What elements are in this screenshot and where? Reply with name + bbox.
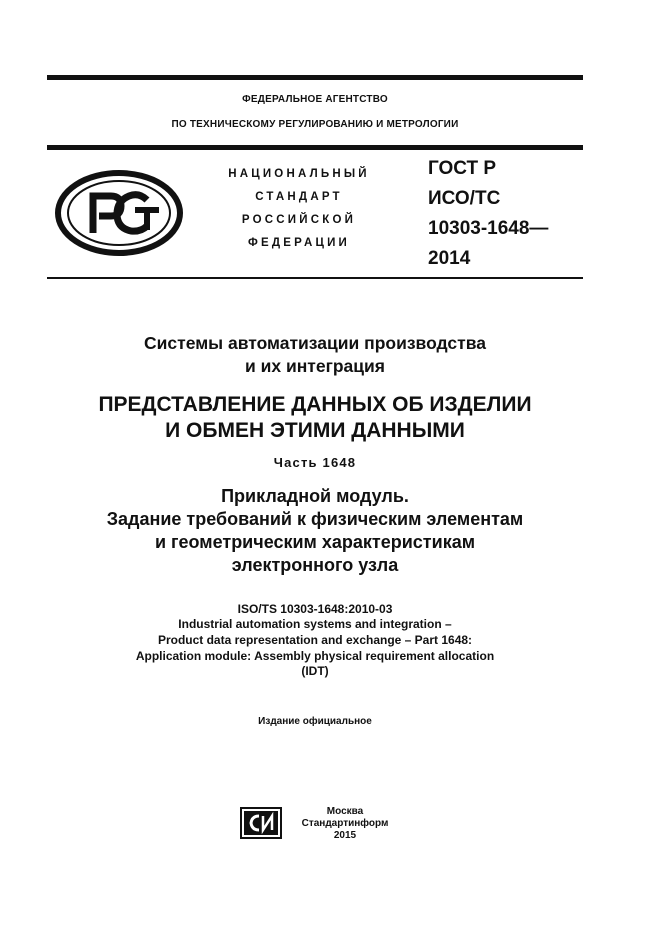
publisher-year: 2015 <box>333 830 357 841</box>
designation-line-1: ГОСТ Р <box>428 158 497 179</box>
agency-line-1: ФЕДЕРАЛЬНОЕ АГЕНТСТВО <box>242 94 388 105</box>
designation-line-3: 10303-1648— <box>428 218 549 239</box>
iso-line-1: ISO/TS 10303-1648:2010-03 <box>237 602 393 616</box>
header-bottom-rule <box>47 145 583 150</box>
publisher-city: Москва <box>326 806 364 817</box>
systems-title-line-2: и их интеграция <box>244 356 386 376</box>
iso-line-5: (IDT) <box>301 664 329 678</box>
module-title-line-1: Прикладной модуль. <box>221 486 409 506</box>
main-title-line-2: И ОБМЕН ЭТИМИ ДАННЫМИ <box>165 419 465 442</box>
edition-label: Издание официальное <box>258 716 372 727</box>
designation-line-4: 2014 <box>428 248 471 269</box>
module-title-line-2: Задание требований к физическим элементам <box>106 509 524 529</box>
main-title-line-1: ПРЕДСТАВЛЕНИЕ ДАННЫХ ОБ ИЗДЕЛИИ <box>98 393 532 416</box>
module-title-line-3: и геометрическим характеристикам <box>154 532 476 552</box>
national-line-4: ФЕДЕРАЦИИ <box>247 237 351 249</box>
publisher-name: Стандартинформ <box>301 818 389 829</box>
header-top-rule <box>47 75 583 80</box>
national-line-1: НАЦИОНАЛЬНЫЙ <box>228 168 370 180</box>
national-line-2: СТАНДАРТ <box>255 191 343 203</box>
systems-title-line-1: Системы автоматизации производства <box>144 333 486 353</box>
part-number: Часть 1648 <box>273 455 357 470</box>
agency-line-2: ПО ТЕХНИЧЕСКОМУ РЕГУЛИРОВАНИЮ И МЕТРОЛОГИИ <box>171 119 459 130</box>
iso-line-3: Product data representation and exchange – Part 1648: <box>157 633 473 647</box>
module-title-line-4: электронного узла <box>231 555 399 575</box>
iso-line-2: Industrial automation systems and integration – <box>178 617 452 631</box>
iso-line-4: Application module: Assembly physical requirement allocation <box>135 649 495 663</box>
national-line-3: РОССИЙСКОЙ <box>241 214 357 226</box>
rst-certification-mark-icon <box>55 170 183 256</box>
designation-line-2: ИСО/ТС <box>428 188 501 209</box>
standartinform-logo-icon <box>239 806 283 840</box>
standard-block-rule <box>47 277 583 279</box>
